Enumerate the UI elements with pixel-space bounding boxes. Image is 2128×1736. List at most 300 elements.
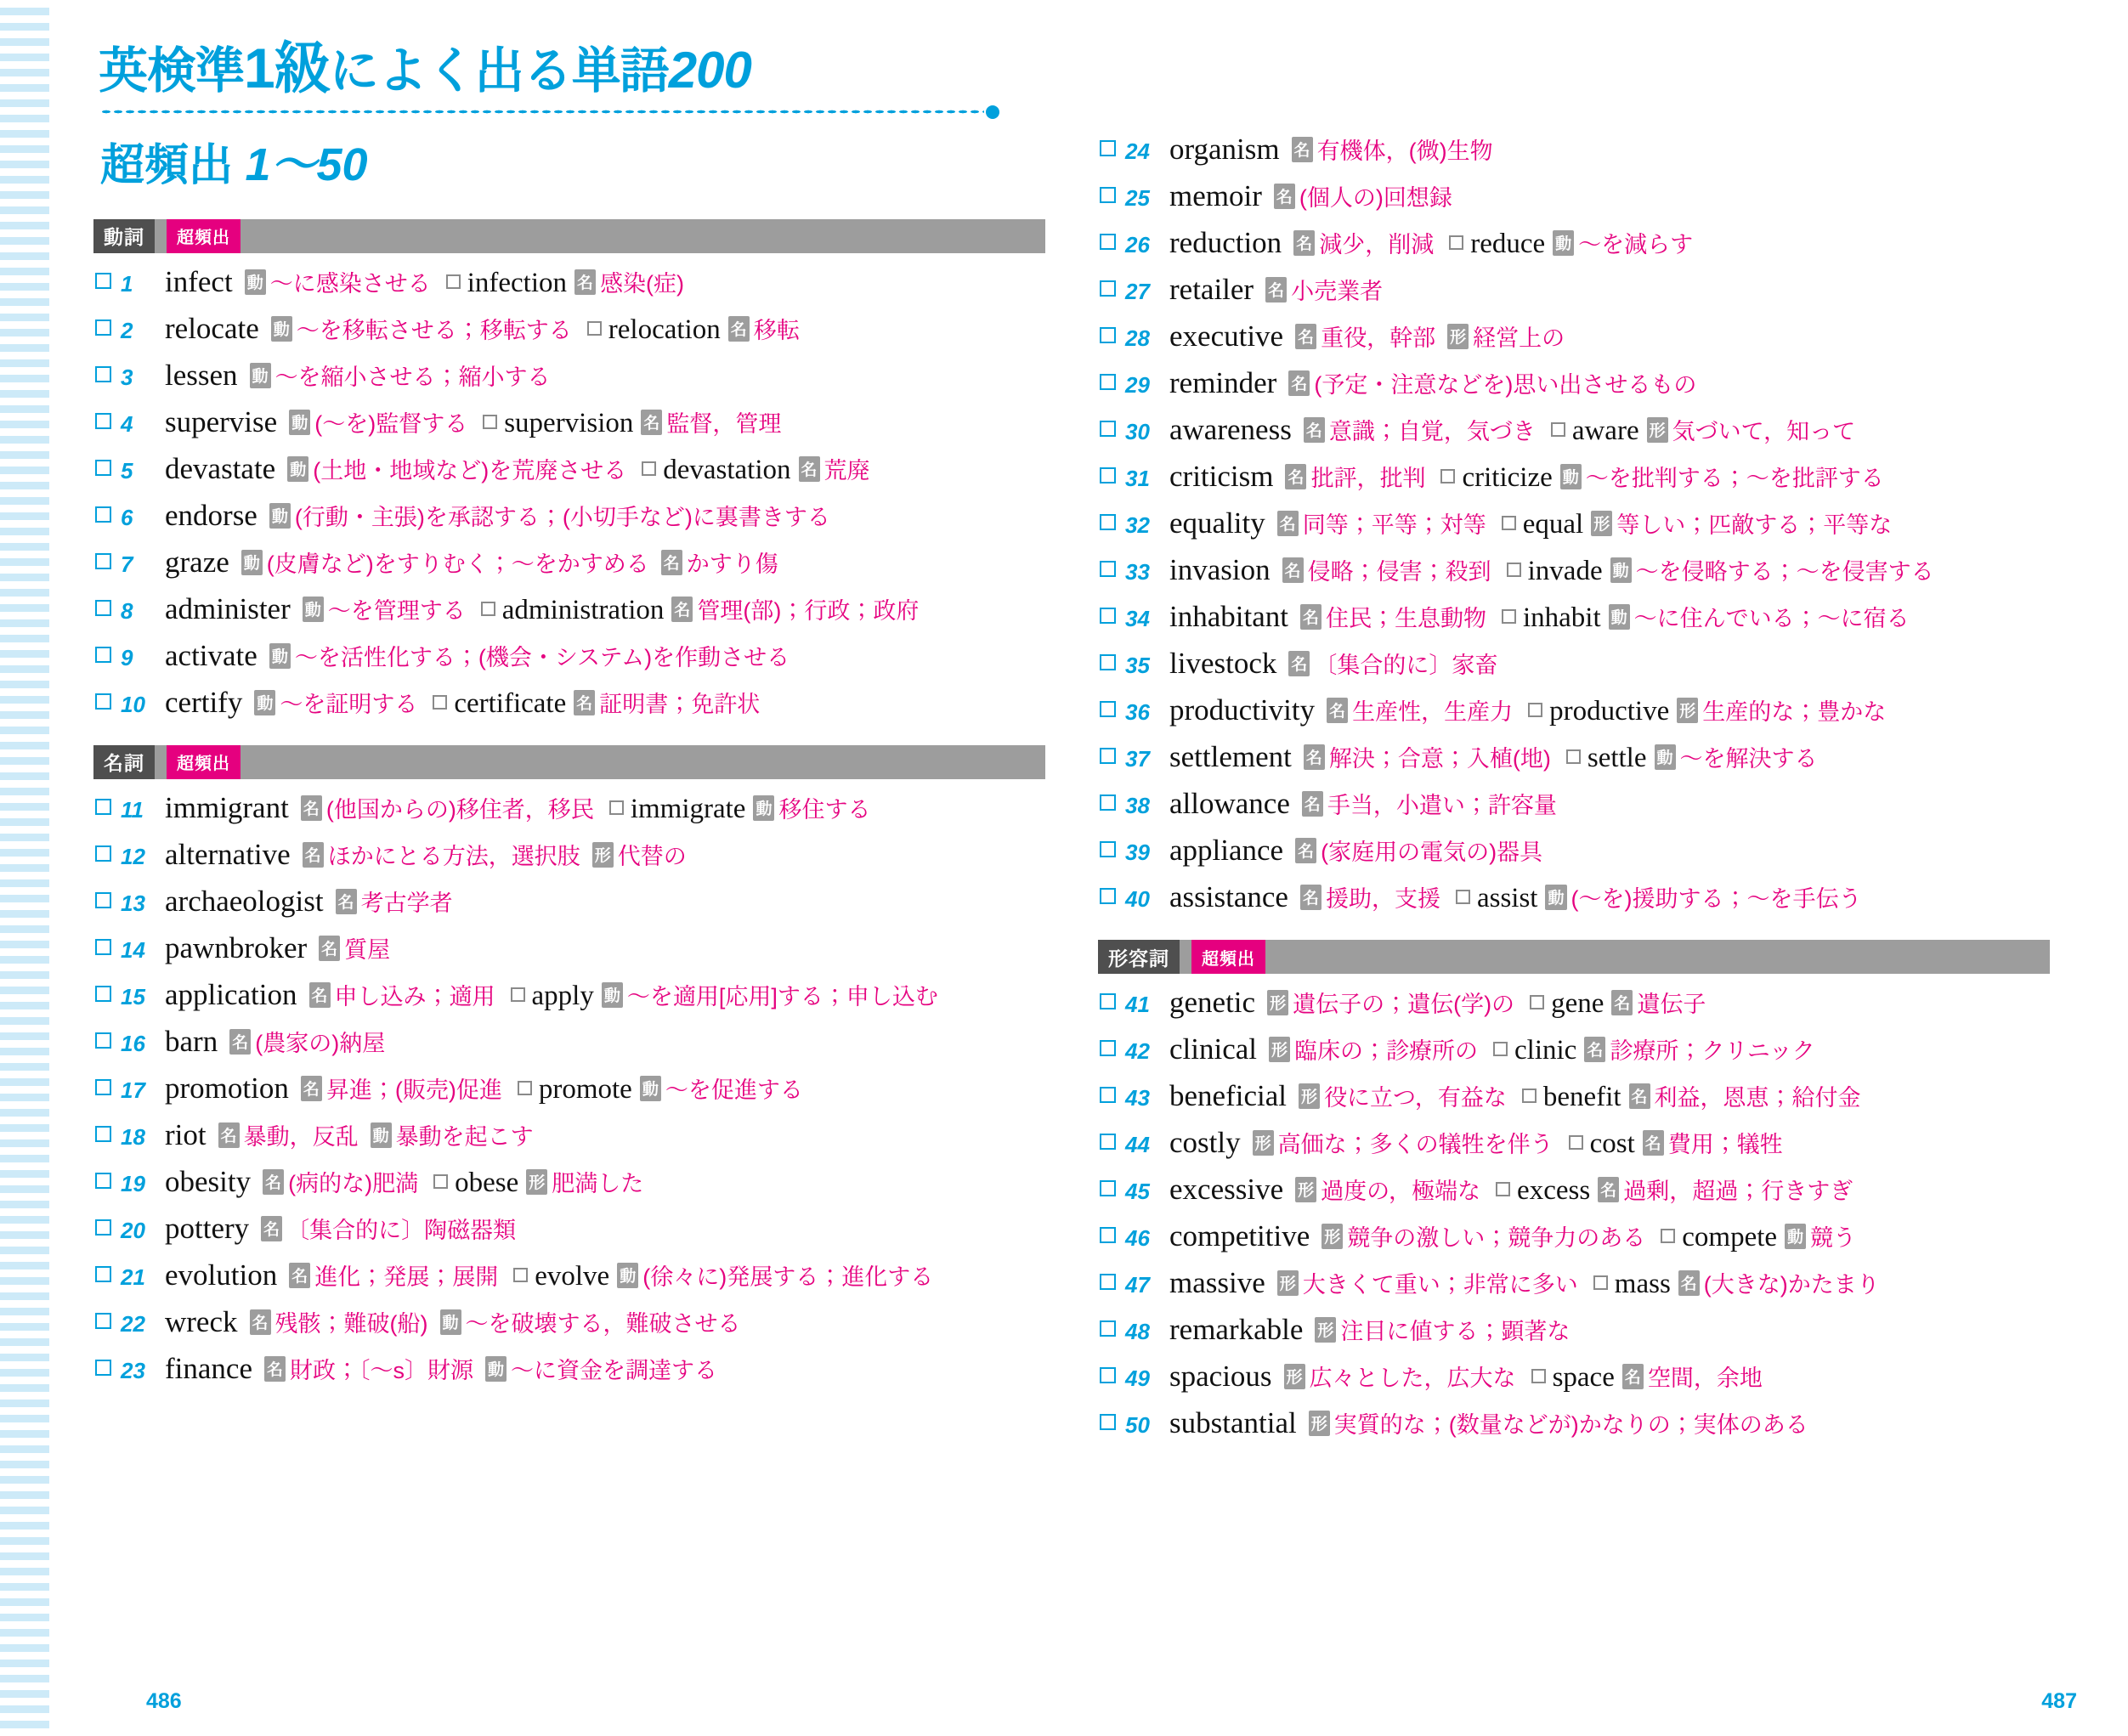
related-japanese-gloss: 〜を解決する [1679,746,1818,772]
section-frequency-badge: 超頻出 [167,219,241,253]
checkbox-icon[interactable] [95,1219,111,1236]
related-japanese-gloss: 移住する [778,796,871,823]
word-entry [93,885,1045,919]
checkbox-icon[interactable] [1100,467,1116,483]
entry-number: 12 [121,843,145,869]
related-japanese-gloss: 管理(部)；行政；政府 [697,597,920,624]
related-word-group [1502,506,1892,540]
japanese-gloss: 注目に値する；顕著な [1340,1319,1571,1344]
headword: finance [165,1351,252,1385]
part-of-speech-tag: 形 [1267,990,1288,1015]
right-page-column [1098,32,2050,1453]
related-japanese-gloss: (徐々に)発展する；進化する [642,1264,934,1290]
related-part-of-speech-tag: 形 [1677,698,1698,723]
part-of-speech-tag: 形 [1284,1364,1305,1389]
word-entry [93,499,1045,533]
related-japanese-gloss: 〜を批判する；〜を批評する [1585,466,1884,491]
related-part-of-speech-tag: 名 [1643,1130,1664,1156]
part-of-speech-tag: 名 [1300,885,1322,910]
headword: immigrant [165,790,289,824]
checkbox-icon[interactable] [1100,608,1116,624]
entry-number: 40 [1125,886,1150,912]
part-of-speech-tag: 名 [229,1029,251,1055]
checkbox-icon[interactable] [95,1032,111,1049]
headword: promotion [165,1071,289,1105]
related-word: evolve [535,1260,610,1292]
japanese-gloss-secondary: かすり傷 [686,551,778,577]
related-word: supervision [504,407,634,438]
checkbox-icon[interactable] [1100,374,1116,390]
checkbox-icon[interactable] [1449,235,1463,250]
checkbox-icon[interactable] [446,274,461,289]
checkbox-icon[interactable] [587,321,602,336]
related-part-of-speech-tag: 名 [1611,990,1633,1015]
related-word: immigrate [630,793,746,824]
part-of-speech-tag: 名 [301,1076,322,1101]
related-word: settle [1587,743,1647,773]
headword: awareness [1169,413,1292,446]
related-japanese-gloss: 〜に住んでいる；〜に宿る [1633,606,1910,631]
checkbox-icon[interactable] [95,1173,111,1189]
entry-number: 6 [121,504,133,530]
entry-number: 19 [121,1170,145,1196]
headword: administer [165,591,291,625]
related-word: compete [1682,1222,1778,1253]
related-part-of-speech-tag: 動 [617,1263,638,1288]
title-part-grade: 1級 [244,37,330,99]
japanese-gloss: 〜を縮小させる；縮小する [274,364,551,390]
related-japanese-gloss: 生産的な；豊かな [1702,699,1887,725]
word-entry [1098,1126,2050,1160]
headword: livestock [1169,647,1277,680]
checkbox-icon[interactable] [1100,1180,1116,1196]
entry-number: 48 [1125,1319,1150,1344]
entry-number: 38 [1125,793,1150,818]
word-entry [1098,600,2050,634]
related-part-of-speech-tag: 動 [753,795,774,821]
checkbox-icon[interactable] [1100,1320,1116,1337]
word-entry [1098,1360,2050,1394]
entry-number: 10 [121,691,145,717]
headword: endorse [165,498,258,532]
japanese-gloss: 侵略；侵害；殺到 [1307,559,1491,585]
section-header-adjectives [1098,940,2050,974]
related-japanese-gloss: 移転 [753,317,800,343]
entry-number: 36 [1125,699,1150,725]
part-of-speech-tag: 動 [250,363,271,388]
entry-number: 21 [121,1264,145,1290]
related-japanese-gloss: 診療所；クリニック [1610,1038,1815,1064]
word-entry [1098,880,2050,914]
part-of-speech-tag: 名 [1293,230,1315,256]
word-entry [1098,1313,2050,1347]
headword: lessen [165,358,238,392]
japanese-gloss: (個人の)回想録 [1299,185,1452,211]
japanese-gloss: 過度の，極端な [1321,1179,1481,1204]
checkbox-icon[interactable] [1100,234,1116,250]
entry-number: 50 [1125,1412,1150,1438]
checkbox-icon[interactable] [95,693,111,710]
checkbox-icon[interactable] [95,506,111,523]
entry-number: 3 [121,364,133,390]
word-entry [93,1165,1045,1199]
japanese-gloss: (病的な)肥満 [288,1170,419,1196]
related-word: administration [501,594,665,625]
japanese-gloss: 批評，批判 [1310,466,1426,491]
related-word-group [609,791,871,825]
related-word-group [1507,553,1934,587]
related-word-group [1661,1219,1856,1253]
word-entry [93,1118,1045,1152]
checkbox-icon[interactable] [1100,1087,1116,1103]
checkbox-icon[interactable] [1456,890,1470,904]
related-japanese-gloss: 〜を侵略する；〜を侵害する [1635,559,1934,585]
checkbox-icon[interactable] [1100,701,1116,717]
checkbox-icon[interactable] [1100,561,1116,577]
entry-number: 31 [1125,466,1150,491]
two-column-layout [93,32,2084,1453]
checkbox-icon[interactable] [95,1126,111,1142]
entry-number: 37 [1125,746,1150,772]
part-of-speech-tag: 形 [1322,1224,1343,1249]
word-entry [93,592,1045,626]
related-word-group [1456,880,1862,914]
related-part-of-speech-tag: 形 [1591,511,1612,536]
checkbox-icon[interactable] [1100,187,1116,203]
checkbox-icon[interactable] [1100,841,1116,857]
checkbox-icon[interactable] [1551,422,1565,437]
word-entry [1098,647,2050,681]
checkbox-icon[interactable] [95,892,111,908]
related-japanese-gloss: 気づいて，知って [1672,419,1856,444]
checkbox-icon[interactable] [513,1268,528,1282]
entry-number: 1 [121,270,133,297]
part-of-speech-tag: 動 [287,456,308,482]
japanese-gloss: (家庭用の電気の)器具 [1321,840,1543,865]
checkbox-icon[interactable] [95,553,111,569]
related-part-of-speech-tag: 動 [1785,1224,1806,1249]
japanese-gloss-secondary: 〜を破壊する，難破させる [465,1310,741,1337]
related-word: gene [1551,988,1604,1019]
checkbox-icon[interactable] [1100,654,1116,670]
headword: memoir [1169,179,1262,212]
japanese-gloss-secondary: 経営上の [1473,325,1565,351]
part-of-speech-tag: 形 [1295,1177,1316,1202]
entry-number: 13 [121,890,145,916]
related-word-group [513,1258,933,1292]
checkbox-icon[interactable] [95,319,111,336]
entry-number: 15 [121,983,145,1009]
japanese-gloss: 手当，小遣い；許容量 [1327,793,1557,818]
japanese-gloss: 意識；自覚，気づき [1328,419,1536,444]
word-entry [1098,226,2050,260]
section-pos-label: 形容詞 [1098,940,1180,974]
word-entry [1098,986,2050,1020]
related-word: mass [1614,1269,1671,1299]
japanese-gloss: 援助，支援 [1325,886,1440,912]
headword: retailer [1169,273,1254,306]
related-word: apply [531,980,594,1011]
section-pos-label: 動詞 [93,219,155,253]
checkbox-icon[interactable] [1528,703,1542,717]
entry-number: 24 [1125,139,1150,164]
entry-number: 29 [1125,372,1150,398]
checkbox-icon[interactable] [95,366,111,382]
japanese-gloss: 高価な；多くの犠牲を伴う [1277,1132,1554,1157]
part-of-speech-tag: 名 [261,1216,282,1241]
checkbox-icon[interactable] [95,1360,111,1376]
japanese-gloss: 残骸；難破(船) [274,1310,428,1337]
section-header-verbs [93,219,1045,253]
related-japanese-gloss: (大きな)かたまり [1703,1272,1880,1298]
checkbox-icon[interactable] [433,695,447,710]
checkbox-icon[interactable] [433,1174,448,1189]
word-list-nouns [93,791,1045,1386]
checkbox-icon[interactable] [1502,516,1516,530]
checkbox-icon[interactable] [609,800,624,815]
related-part-of-speech-tag: 動 [1545,885,1566,910]
checkbox-icon[interactable] [1566,749,1581,764]
checkbox-icon[interactable] [1100,1414,1116,1430]
entry-number: 42 [1125,1038,1150,1064]
headword: alternative [165,837,291,871]
related-word-group [1528,693,1886,727]
related-word-group [1530,986,1706,1020]
section-header-nouns [93,745,1045,779]
related-word-group [1440,460,1883,494]
entry-number: 41 [1125,992,1150,1017]
japanese-gloss: (他国からの)移住者，移民 [325,796,594,823]
part-of-speech-tag: 形 [1315,1317,1336,1343]
checkbox-icon[interactable] [1569,1135,1583,1150]
checkbox-icon[interactable] [95,1079,111,1095]
word-entry [1098,319,2050,353]
left-page-column [93,32,1045,1453]
checkbox-icon[interactable] [481,602,495,616]
checkbox-icon[interactable] [1100,1227,1116,1243]
word-entry [93,639,1045,673]
headword: devastate [165,451,276,485]
related-word-group [433,686,760,720]
related-word-group [483,405,781,439]
part-of-speech-tag: 名 [1304,744,1325,770]
checkbox-icon[interactable] [95,460,111,476]
checkbox-icon[interactable] [518,1081,532,1095]
part-of-speech-tag: 動 [271,316,292,342]
checkbox-icon[interactable] [1100,514,1116,530]
checkbox-icon[interactable] [1531,1369,1546,1383]
entry-number: 47 [1125,1272,1150,1298]
part-of-speech-tag: 名 [264,1356,286,1382]
entry-number: 17 [121,1077,145,1103]
checkbox-icon[interactable] [483,415,497,429]
page-number-right: 487 [2041,1689,2077,1713]
headword: archaeologist [165,884,324,918]
word-list-adjectives [1098,986,2050,1440]
part-of-speech-tag: 名 [1277,511,1299,536]
related-word-group [433,1165,643,1199]
word-entry [1098,1219,2050,1253]
headword: equality [1169,506,1265,540]
related-japanese-gloss: 遺伝子 [1637,992,1706,1017]
entry-number: 32 [1125,512,1150,538]
checkbox-icon[interactable] [1522,1089,1537,1103]
checkbox-icon[interactable] [1100,140,1116,156]
related-word: relocation [608,314,721,345]
headword: assistance [1169,880,1288,913]
japanese-gloss: 〔集合的に〕家畜 [1314,653,1498,678]
related-word: productive [1549,696,1670,727]
word-entry [93,1212,1045,1246]
part-of-speech-tag: 名 [301,795,322,821]
headword: beneficial [1169,1079,1287,1112]
headword: reminder [1169,366,1277,399]
related-part-of-speech-tag: 形 [526,1169,547,1195]
checkbox-icon[interactable] [1496,1182,1510,1196]
checkbox-icon[interactable] [95,647,111,663]
japanese-gloss: (行動・主張)を承認する；(小切手など)に裏書きする [294,504,830,530]
japanese-gloss: 財政；〔〜s〕財源 [290,1357,473,1383]
japanese-gloss: ほかにとる方法，選択肢 [327,843,580,869]
checkbox-icon[interactable] [642,461,656,476]
checkbox-icon[interactable] [95,939,111,955]
japanese-gloss: 〔集合的に〕陶磁器類 [286,1217,517,1243]
japanese-gloss: 重役，幹部 [1321,325,1436,351]
checkbox-icon[interactable] [95,986,111,1002]
entry-number: 35 [1125,653,1150,678]
checkbox-icon[interactable] [1100,1367,1116,1383]
checkbox-icon[interactable] [1593,1275,1608,1290]
entry-number: 39 [1125,840,1150,865]
checkbox-icon[interactable] [1100,421,1116,437]
related-word: clinic [1514,1035,1577,1066]
headword: substantial [1169,1406,1297,1439]
word-entry [93,1258,1045,1292]
checkbox-icon[interactable] [511,987,525,1002]
headword: clinical [1169,1032,1258,1066]
related-word-group [1566,740,1818,774]
entry-number: 23 [121,1357,145,1383]
section-frequency-badge: 超頻出 [1191,940,1265,974]
word-entry [1098,693,2050,727]
entry-number: 11 [121,796,144,823]
checkbox-icon[interactable] [1100,327,1116,343]
checkbox-icon[interactable] [1100,1274,1116,1290]
part-of-speech-tag: 動 [241,550,263,575]
word-list-nouns-continued [1098,133,2050,914]
part-of-speech-tag: 名 [1292,137,1313,162]
checkbox-icon[interactable] [1100,993,1116,1009]
part-of-speech-tag: 名 [303,842,324,868]
checkbox-icon[interactable] [1507,563,1521,577]
checkbox-icon[interactable] [95,799,111,815]
headword: appliance [1169,834,1284,867]
checkbox-icon[interactable] [95,1313,111,1329]
japanese-gloss: 〜を管理する [327,597,466,624]
related-part-of-speech-tag: 動 [1655,744,1676,770]
japanese-gloss: 広々とした，広大な [1309,1366,1516,1391]
japanese-gloss-secondary: 代替の [617,843,687,869]
related-part-of-speech-tag: 動 [1609,604,1630,630]
word-entry [93,1305,1045,1339]
related-word-group [1593,1266,1880,1300]
checkbox-icon[interactable] [1100,1040,1116,1056]
word-entry [93,931,1045,965]
word-entry [1098,787,2050,821]
related-word: assist [1476,883,1538,913]
word-list-verbs [93,265,1045,720]
related-word-group [642,452,869,486]
checkbox-icon[interactable] [1661,1229,1675,1243]
word-entry [1098,1032,2050,1066]
related-word: certificate [454,687,567,719]
word-entry [93,452,1045,486]
word-entry [1098,460,2050,494]
related-part-of-speech-tag: 名 [728,316,750,342]
part-of-speech-tag: 名 [1327,698,1348,723]
checkbox-icon[interactable] [95,600,111,616]
part-of-speech-tag-secondary: 形 [592,842,614,868]
section-bar-fill [1265,940,2050,974]
word-entry [1098,740,2050,774]
checkbox-icon[interactable] [1440,469,1455,483]
headword: competitive [1169,1219,1310,1253]
checkbox-icon[interactable] [1100,888,1116,904]
entry-number: 25 [1125,185,1150,211]
entry-number: 20 [121,1217,145,1243]
part-of-speech-tag: 名 [1304,417,1325,443]
checkbox-icon[interactable] [1100,280,1116,297]
word-entry [1098,834,2050,868]
title-part-count: 200 [668,42,751,99]
related-part-of-speech-tag: 動 [602,982,623,1008]
part-of-speech-tag: 動 [289,410,310,435]
checkbox-icon[interactable] [1100,794,1116,811]
checkbox-icon[interactable] [95,413,111,429]
entry-number: 30 [1125,419,1150,444]
entry-number: 7 [121,551,133,577]
japanese-gloss: 臨床の；診療所の [1294,1038,1479,1064]
checkbox-icon[interactable] [1502,609,1516,624]
headword: pawnbroker [165,930,308,964]
subtitle-label: 超頻出 [100,140,246,190]
word-entry [1098,273,2050,307]
related-word: equal [1522,509,1584,540]
part-of-speech-tag: 名 [1295,838,1316,863]
headword: organism [1169,133,1280,166]
word-entry [1098,413,2050,447]
part-of-speech-tag-secondary: 動 [485,1356,507,1382]
related-word: benefit [1542,1082,1621,1112]
japanese-gloss: 実質的な；(数量などが)かなりの；実体のある [1333,1412,1808,1438]
checkbox-icon[interactable] [95,273,111,289]
related-japanese-gloss: 等しい；匹敵する；平等な [1616,512,1893,538]
checkbox-icon[interactable] [1493,1042,1508,1056]
checkbox-icon[interactable] [1530,995,1544,1009]
part-of-speech-tag: 名 [1285,464,1306,489]
related-part-of-speech-tag: 形 [1647,417,1668,443]
headword: spacious [1169,1360,1272,1393]
related-japanese-gloss: 〜を促進する [665,1077,803,1103]
entry-number: 2 [121,317,133,343]
part-of-speech-tag-secondary: 形 [1447,324,1469,349]
checkbox-icon[interactable] [95,845,111,862]
part-of-speech-tag-secondary: 名 [661,550,682,575]
checkbox-icon[interactable] [95,1266,111,1282]
checkbox-icon[interactable] [1100,1134,1116,1150]
checkbox-icon[interactable] [1100,748,1116,764]
japanese-gloss: 生産性，生産力 [1352,699,1514,725]
